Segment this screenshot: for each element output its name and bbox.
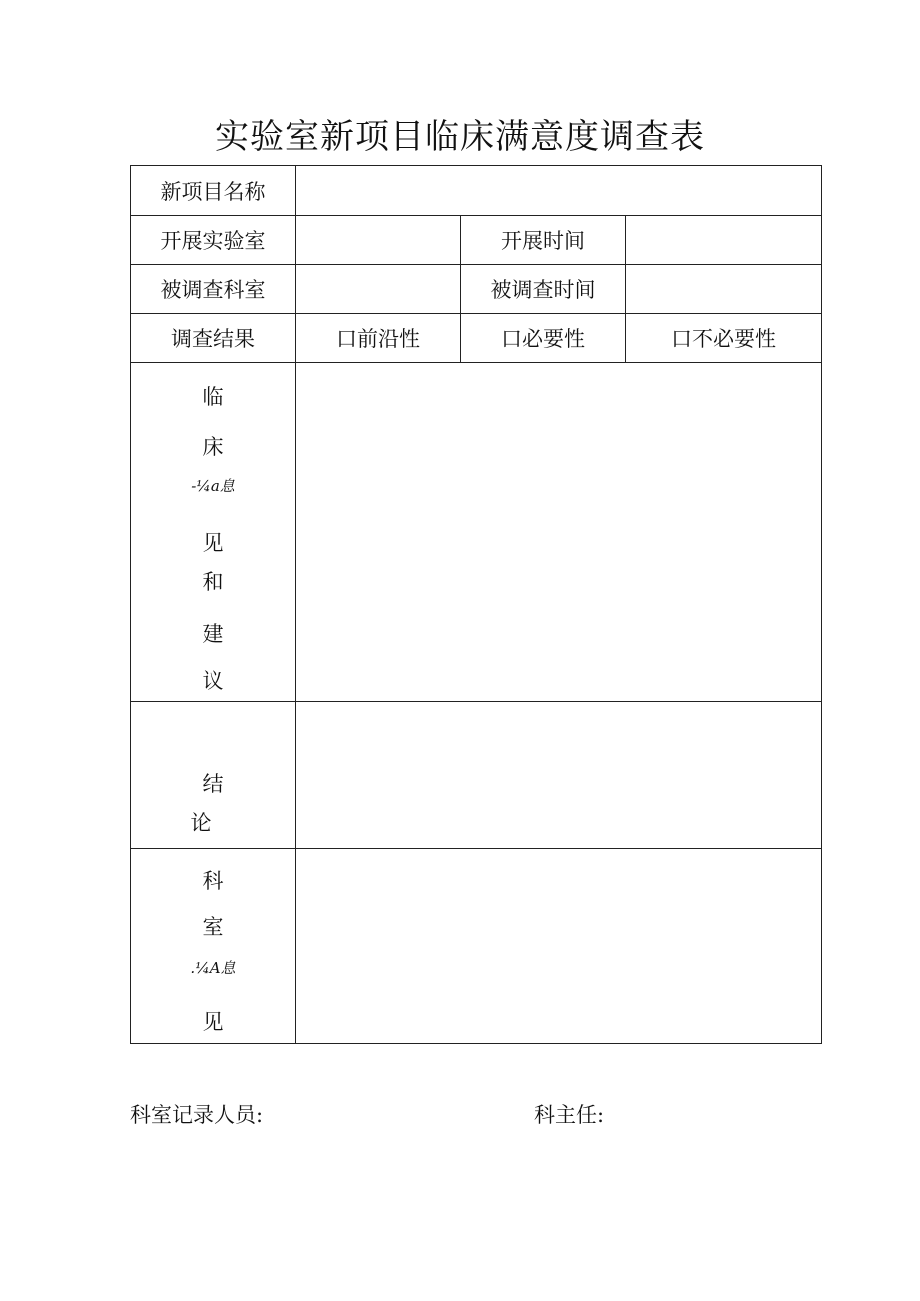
project-name-label: 新项目名称	[131, 166, 296, 216]
conclusion-field[interactable]	[296, 702, 822, 849]
dept-opinion-char-1: 科	[202, 869, 224, 893]
clinical-char-2: 床	[202, 435, 224, 459]
survey-form-table	[130, 165, 822, 1044]
result-label: 调查结果	[131, 314, 296, 363]
dept-field[interactable]	[296, 265, 461, 314]
start-time-field[interactable]	[626, 216, 822, 265]
option-frontier[interactable]: 口前沿性	[296, 314, 461, 363]
project-name-field[interactable]	[296, 166, 822, 216]
clinical-opinion-label	[131, 363, 296, 702]
survey-time-field[interactable]	[626, 265, 822, 314]
clinical-char-5: 和	[202, 570, 224, 594]
row-result	[131, 314, 822, 363]
row-dept-opinion	[131, 849, 822, 1044]
row-department	[131, 265, 822, 314]
clinical-opinion-field[interactable]	[296, 363, 822, 702]
director-label: 科主任:	[534, 1103, 605, 1127]
conclusion-label	[131, 702, 296, 849]
row-lab	[131, 216, 822, 265]
option-unnecessary[interactable]: 口不必要性	[626, 314, 822, 363]
conclusion-char-1: 结	[202, 772, 224, 796]
survey-time-label: 被调查时间	[461, 265, 626, 314]
clinical-char-1: 临	[202, 385, 224, 409]
row-project-name	[131, 166, 822, 216]
dept-opinion-label	[131, 849, 296, 1044]
option-necessary[interactable]: 口必要性	[461, 314, 626, 363]
row-clinical-opinion	[131, 363, 822, 702]
dept-opinion-field[interactable]	[296, 849, 822, 1044]
conclusion-char-2: 论	[190, 811, 212, 835]
dept-label: 被调查科室	[131, 265, 296, 314]
lab-label: 开展实验室	[131, 216, 296, 265]
dept-opinion-char-2: 室	[202, 915, 224, 939]
clinical-char-6: 建	[202, 622, 224, 646]
clinical-char-3: -¼a息	[191, 477, 235, 495]
lab-field[interactable]	[296, 216, 461, 265]
clinical-char-4: 见	[202, 531, 224, 555]
start-time-label: 开展时间	[461, 216, 626, 265]
row-conclusion	[131, 702, 822, 849]
page-title: 实验室新项目临床满意度调查表	[215, 117, 705, 157]
recorder-label: 科室记录人员:	[130, 1103, 264, 1127]
dept-opinion-char-4: 见	[202, 1010, 224, 1034]
clinical-char-7: 议	[202, 669, 224, 693]
dept-opinion-char-3: .¼A息	[190, 959, 236, 977]
